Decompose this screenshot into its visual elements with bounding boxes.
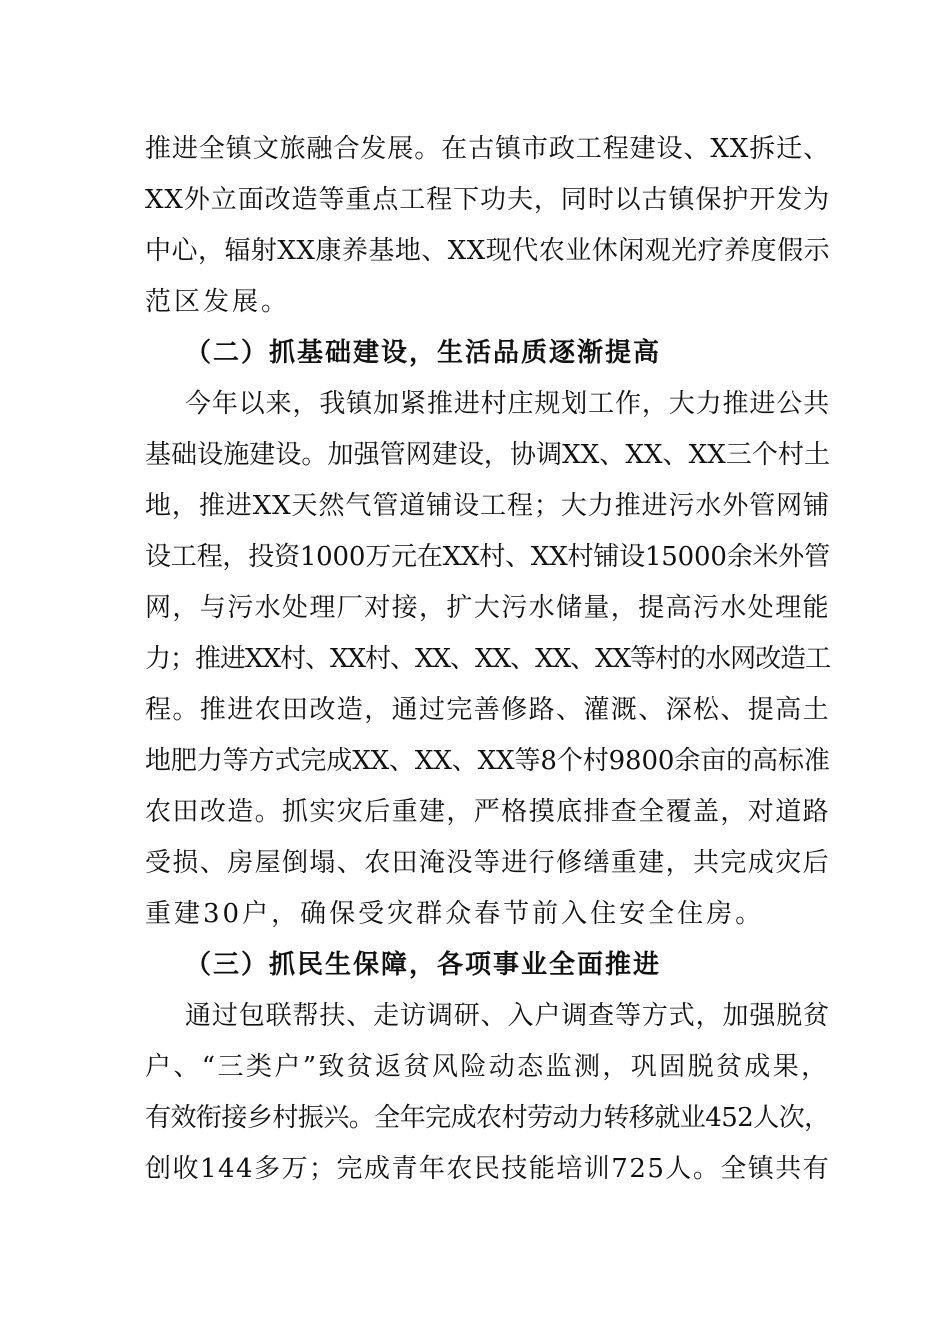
text-line: 受损、房屋倒塌、农田淹没等进行修缮重建，共完成灾后: [145, 848, 831, 878]
text-line: 力；推进XX村、XX村、XX、XX、XX、XX等村的水网改造工: [145, 644, 831, 674]
text-line: 网，与污水处理厂对接，扩大污水储量，提高污水处理能: [145, 593, 831, 623]
section-heading: （三）抓民生保障，各项事业全面推进: [185, 950, 662, 980]
text-line: XX外立面改造等重点工程下功夫，同时以古镇保护开发为: [145, 185, 831, 215]
section-heading: （二）抓基础建设，生活品质逐渐提高: [185, 338, 662, 368]
text-line: 基础设施建设。加强管网建设，协调XX、XX、XX三个村土: [145, 440, 831, 470]
text-line: 重建30户，确保受灾群众春节前入住安全住房。: [145, 899, 765, 929]
text-line: 创收144多万；完成青年农民技能培训725人。全镇共有: [145, 1154, 831, 1184]
paragraph-first-line: 通过包联帮扶、走访调研、入户调查等方式，加强脱贫: [185, 1001, 831, 1031]
text-line: 程。推进农田改造，通过完善修路、灌溉、深松、提高土: [145, 695, 831, 725]
text-line: 户、“三类户”致贫返贫风险动态监测，巩固脱贫成果，: [145, 1052, 830, 1082]
text-line: 设工程，投资1000万元在XX村、XX村铺设15000余米外管: [145, 542, 830, 572]
text-line: 农田改造。抓实灾后重建，严格摸底排查全覆盖，对道路: [145, 797, 831, 827]
paragraph-first-line: 今年以来，我镇加紧推进村庄规划工作，大力推进公共: [185, 389, 831, 419]
text-line: 范区发展。: [145, 287, 291, 317]
text-line: 中心，辐射XX康养基地、XX现代农业休闲观光疗养度假示: [145, 236, 831, 266]
text-line: 地肥力等方式完成XX、XX、XX等8个村9800余亩的高标准: [145, 746, 830, 776]
text-line: 地，推进XX天然气管道铺设工程；大力推进污水外管网铺: [145, 491, 831, 521]
text-line: 有效衔接乡村振兴。全年完成农村劳动力转移就业452人次，: [145, 1103, 830, 1133]
text-line: 推进全镇文旅融合发展。在古镇市政工程建设、XX拆迁、: [145, 134, 831, 164]
